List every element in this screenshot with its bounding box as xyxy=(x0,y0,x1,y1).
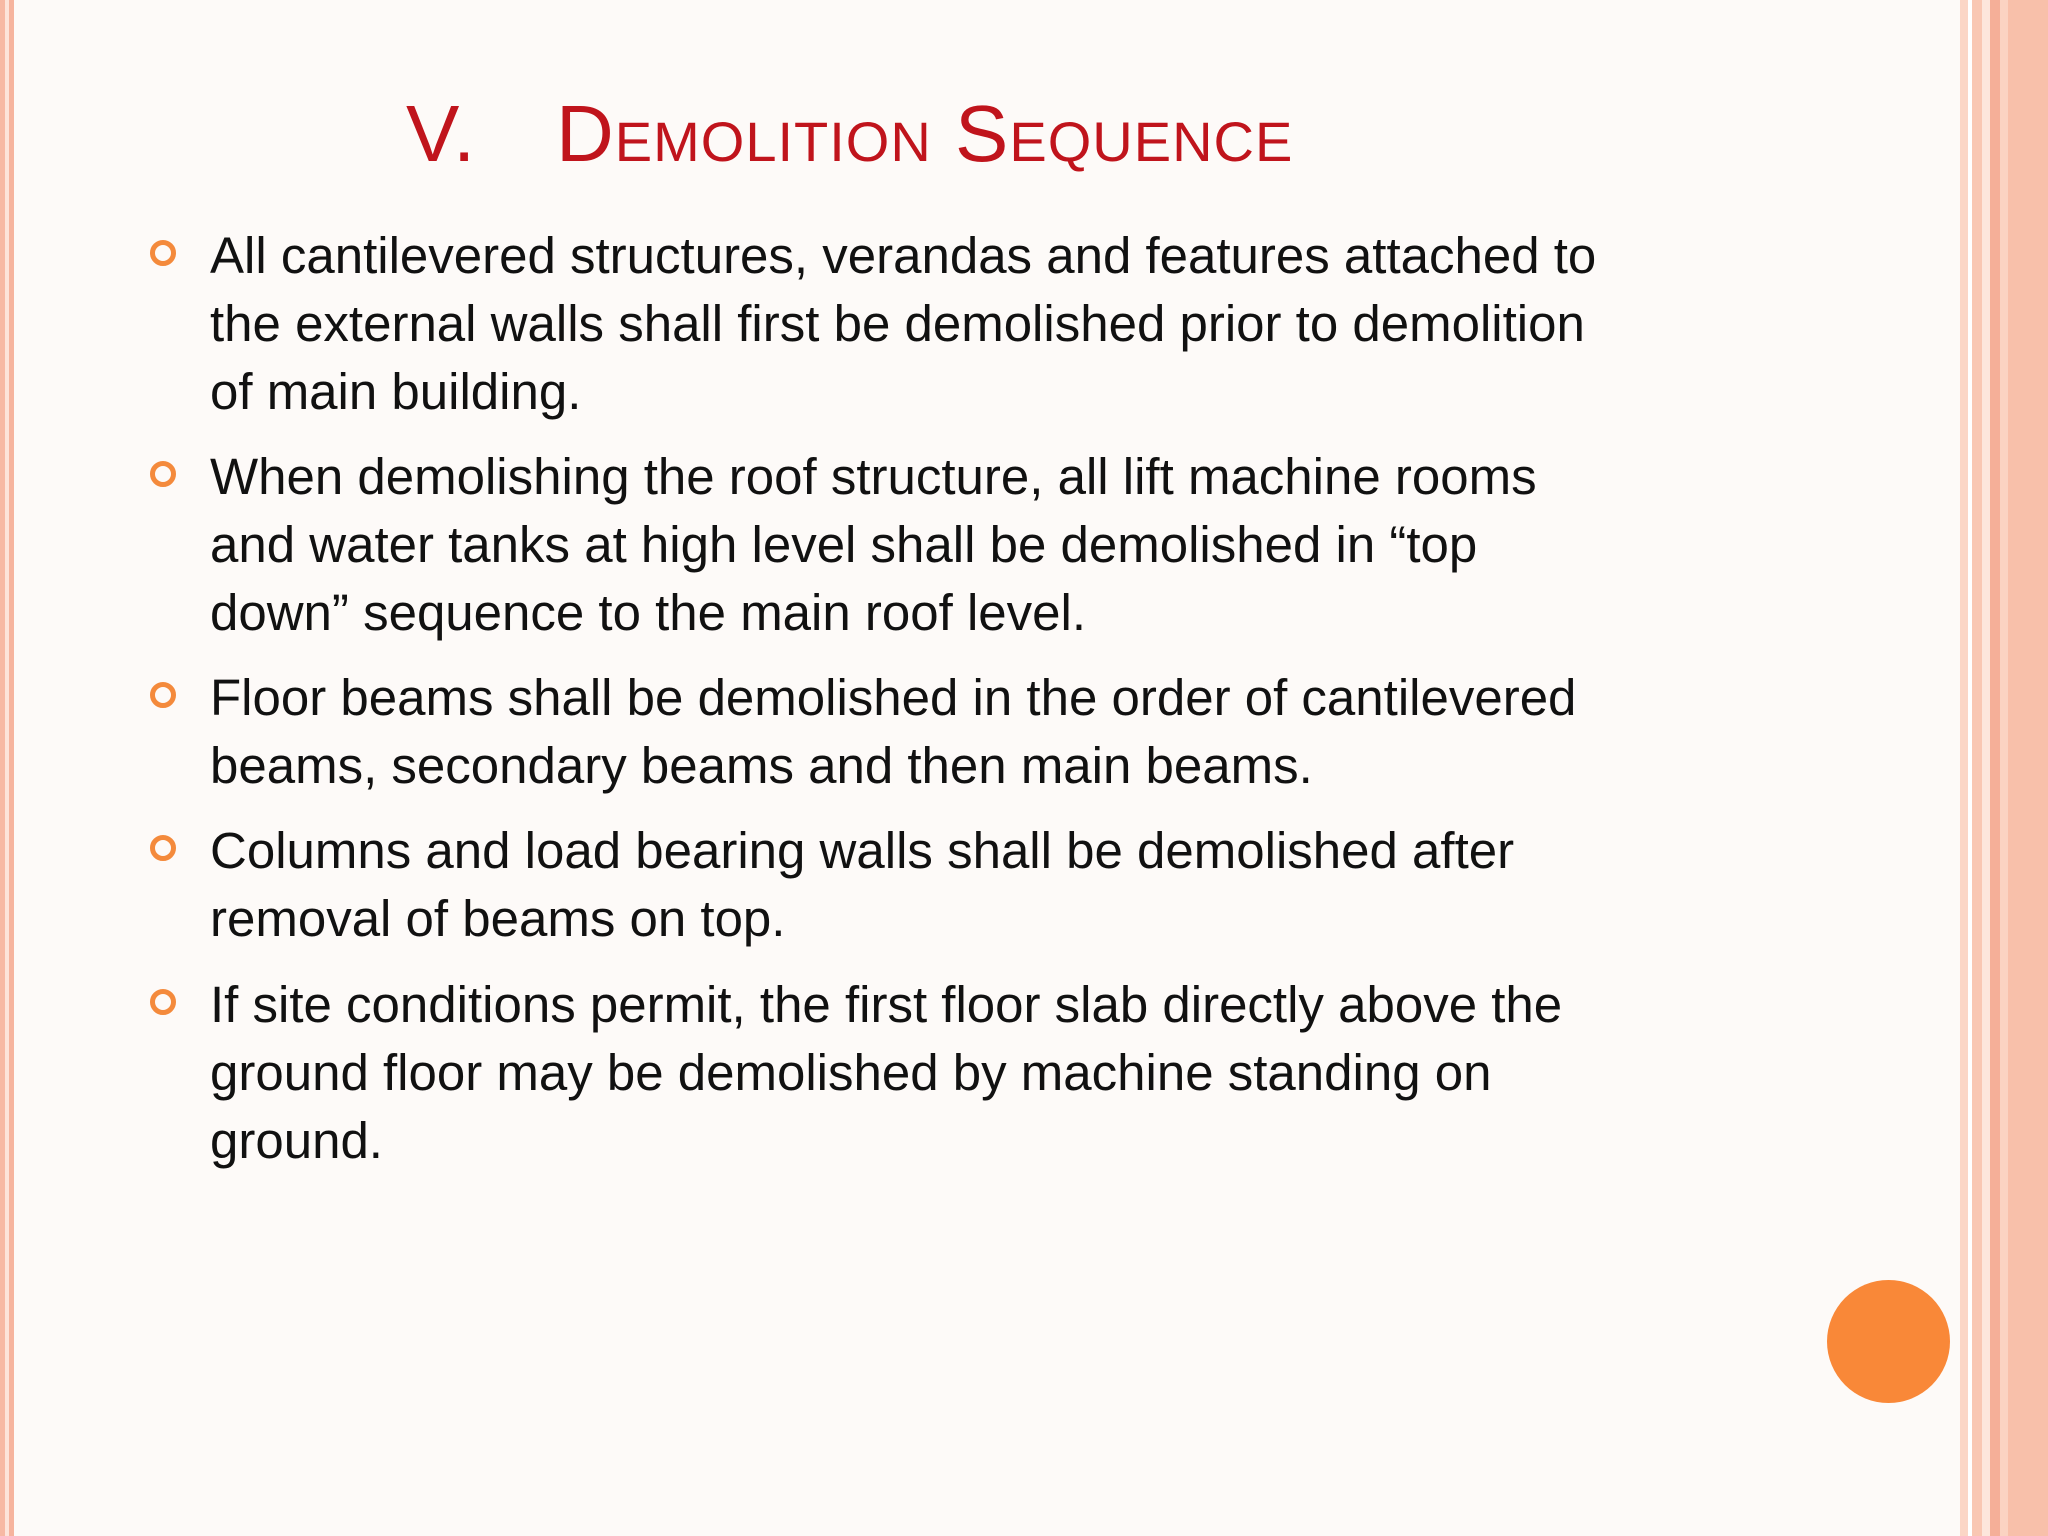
left-decorative-border xyxy=(0,0,14,1536)
ring-bullet-icon xyxy=(150,989,176,1015)
bullet-text xyxy=(210,664,1950,800)
right-decorative-border xyxy=(1960,0,2048,1536)
bullet-line: If site conditions permit, the first floor slab directly above the xyxy=(210,976,1563,1033)
bullet-line: ground. xyxy=(210,1112,383,1169)
bullet-line: Floor beams shall be demolished in the order of cantilevered xyxy=(210,669,1577,726)
bullet-line: ground floor may be demolished by machine standing on xyxy=(210,1044,1492,1101)
bullet-line: down” sequence to the main roof level. xyxy=(210,584,1087,641)
bullet-line: All cantilevered structures, verandas and features attached to xyxy=(210,227,1597,284)
bullet-line: When demolishing the roof structure, all lift machine rooms xyxy=(210,448,1537,505)
bullet-line: Columns and load bearing walls shall be demolished after xyxy=(210,822,1515,879)
decorative-orange-circle xyxy=(1827,1280,1950,1403)
ring-bullet-icon xyxy=(150,682,176,708)
slide-title xyxy=(406,88,1293,188)
bullet-line: the external walls shall first be demolished prior to demolition xyxy=(210,295,1585,352)
bullet-line: removal of beams on top. xyxy=(210,890,786,947)
ring-bullet-icon xyxy=(150,461,176,487)
bullet-text xyxy=(210,222,1950,426)
ring-bullet-icon xyxy=(150,240,176,266)
bullet-text xyxy=(210,443,1950,647)
bullet-line: and water tanks at high level shall be demolished in “top xyxy=(210,516,1478,573)
ring-bullet-icon xyxy=(150,835,176,861)
bullet-text xyxy=(210,817,1950,953)
bullet-text xyxy=(210,971,1950,1175)
slide-title-number: V. xyxy=(406,89,477,178)
bullet-line: beams, secondary beams and then main beams. xyxy=(210,737,1313,794)
slide-title-text: Demolition Sequence xyxy=(556,89,1294,178)
bullet-line: of main building. xyxy=(210,363,582,420)
